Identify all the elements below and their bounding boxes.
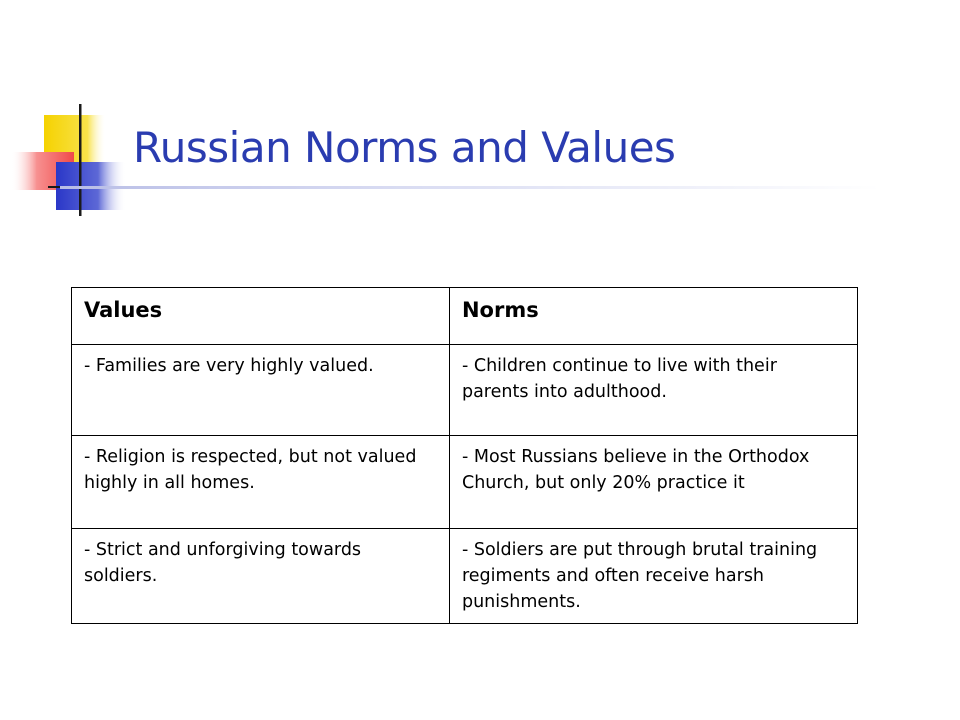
- values-cell: - Religion is respected, but not valued highly in all homes.: [72, 436, 450, 529]
- table-row: [72, 345, 858, 436]
- header-norms: Norms: [449, 288, 857, 345]
- title-underline: [60, 186, 880, 189]
- norms-cell: - Soldiers are put through brutal training regiments and often receive harsh punishments.: [449, 529, 857, 624]
- table-header-row: [72, 288, 858, 345]
- squares-logo-icon: [10, 100, 140, 220]
- values-cell: - Strict and unforgiving towards soldiers.: [72, 529, 450, 624]
- table-row: [72, 529, 858, 624]
- norms-cell: - Children continue to live with their parents into adulthood.: [449, 345, 857, 436]
- table-row: [72, 436, 858, 529]
- norms-values-table: [71, 287, 858, 624]
- values-cell: - Families are very highly valued.: [72, 345, 450, 436]
- slide-title: Russian Norms and Values: [133, 123, 676, 172]
- norms-cell: - Most Russians believe in the Orthodox Church, but only 20% practice it: [449, 436, 857, 529]
- header-values: Values: [72, 288, 450, 345]
